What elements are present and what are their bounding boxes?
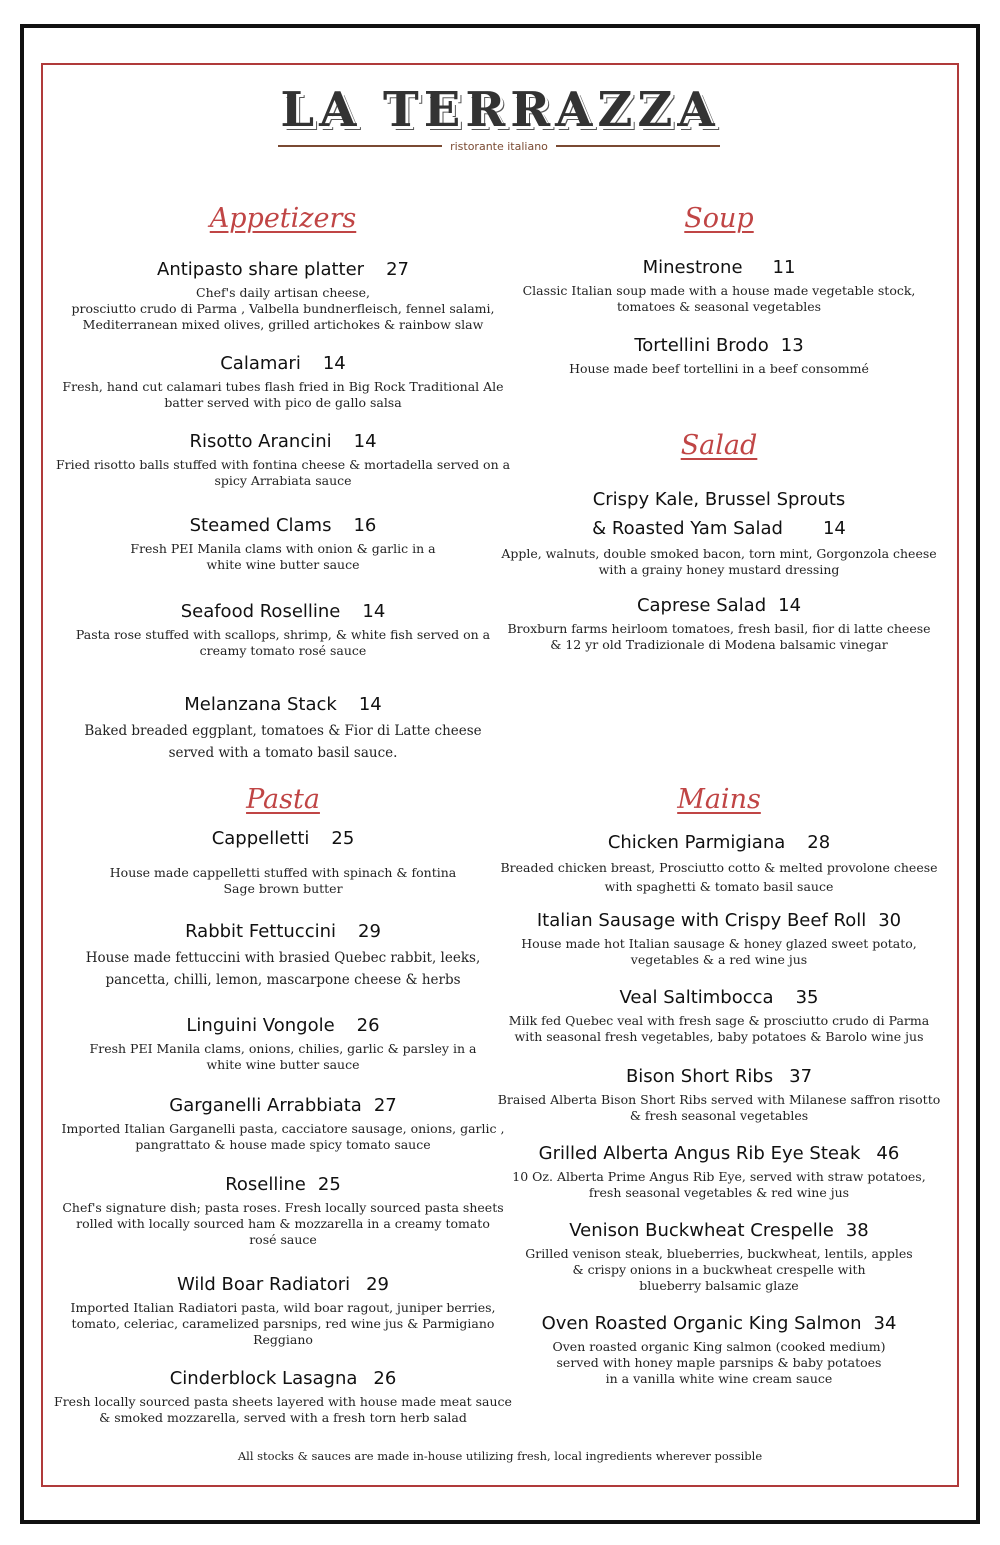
menu-item [484, 1142, 954, 1201]
tagline-row [278, 138, 720, 154]
item-name: Italian Sausage with Crispy Beef Roll [536, 910, 867, 931]
section-title-pasta: Pasta [246, 784, 320, 815]
item-name: Roselline [225, 1174, 306, 1195]
item-name: Risotto Arancini [189, 431, 332, 452]
item-name: Venison Buckwheat Crespelle [569, 1220, 834, 1241]
description-line: 10 Oz. Alberta Prime Angus Rib Eye, served with straw potatoes, [512, 1169, 926, 1184]
item-heading [484, 1219, 954, 1243]
menu-item [48, 430, 518, 489]
item-name: Linguini Vongole [186, 1015, 335, 1036]
description-line: prosciutto crudo di Parma , Valbella bundnerfleisch, fennel salami, [71, 301, 495, 316]
item-description [484, 936, 954, 968]
item-description [48, 285, 518, 333]
item-name: Minestrone [642, 257, 743, 278]
menu-item [484, 909, 954, 968]
menu-item [48, 1014, 518, 1073]
description-line: Fresh PEI Manila clams with onion & garlic in a [130, 541, 436, 556]
description-line: House made cappelletti stuffed with spinach & fontina [109, 865, 457, 880]
menu-item [48, 1273, 518, 1348]
menu-item [484, 1312, 954, 1387]
menu-item [484, 1219, 954, 1294]
item-heading [48, 600, 518, 624]
description-line: rolled with locally sourced ham & mozzarella in a creamy tomato [76, 1216, 490, 1231]
item-heading [484, 1142, 954, 1166]
item-price: 14 [778, 595, 802, 616]
menu-item [48, 600, 518, 659]
description-line: Sage brown butter [223, 881, 343, 896]
menu-item [48, 352, 518, 411]
section-title-soup: Soup [684, 203, 754, 234]
item-description [48, 1394, 518, 1426]
item-price: 27 [386, 259, 409, 280]
item-price: 37 [789, 1066, 813, 1087]
description-line: tomato, celeriac, caramelized parsnips, red wine jus & Parmigiano [71, 1316, 495, 1331]
item-price: 16 [353, 515, 377, 536]
menu-item [48, 693, 518, 764]
item-name: Melanzana Stack [184, 694, 337, 715]
item-name: Oven Roasted Organic King Salmon [541, 1313, 862, 1334]
item-description [484, 1092, 954, 1124]
item-heading [48, 1094, 518, 1118]
item-name: Bison Short Ribs [625, 1066, 774, 1087]
description-line: Baked breaded eggplant, tomatoes & Fior di Latte cheese [84, 723, 482, 739]
item-description [484, 1246, 954, 1294]
item-price: 14 [322, 353, 346, 374]
item-price: 14 [822, 518, 846, 539]
description-line: Broxburn farms heirloom tomatoes, fresh basil, fior di latte cheese [507, 621, 931, 636]
item-heading [484, 594, 954, 618]
item-price: 46 [876, 1143, 900, 1164]
description-line: vegetables & a red wine jus [630, 952, 808, 967]
item-description [48, 865, 518, 897]
item-price: 27 [373, 1095, 397, 1116]
item-price: 25 [317, 1174, 341, 1195]
menu-item [48, 1094, 518, 1153]
item-heading [48, 514, 518, 538]
item-heading [48, 1367, 518, 1391]
item-heading-line1: Crispy Kale, Brussel Sprouts [592, 489, 846, 510]
item-description [48, 1200, 518, 1248]
item-price: 13 [780, 335, 804, 356]
item-name: Rabbit Fettuccini [185, 921, 337, 942]
item-heading [484, 986, 954, 1010]
description-line: batter served with pico de gallo salsa [164, 395, 402, 410]
item-price: 38 [845, 1220, 869, 1241]
description-line: Breaded chicken breast, Prosciutto cotto & melted provolone cheese [500, 860, 938, 875]
item-description [48, 627, 518, 659]
item-price: 14 [353, 431, 377, 452]
description-line: Oven roasted organic King salmon (cooked medium) [552, 1339, 886, 1354]
item-name: Steamed Clams [189, 515, 332, 536]
item-description [484, 1013, 954, 1045]
description-line: Chef's daily artisan cheese, [196, 285, 370, 300]
description-line: Mediterranean mixed olives, grilled artichokes & rainbow slaw [82, 317, 484, 332]
item-description [484, 858, 954, 896]
item-name: Antipasto share platter [157, 259, 365, 280]
description-line: in a vanilla white wine cream sauce [605, 1371, 833, 1386]
tagline-rule-right [556, 145, 720, 147]
description-line: Chef's signature dish; pasta roses. Fresh locally sourced pasta sheets [62, 1200, 504, 1215]
item-heading [48, 827, 518, 851]
item-name: & Roasted Yam Salad [592, 518, 783, 539]
description-line: served with honey maple parsnips & baby potatoes [556, 1355, 882, 1370]
description-line: tomatoes & seasonal vegetables [616, 299, 822, 314]
description-line: Reggiano [253, 1332, 313, 1347]
description-line: creamy tomato rosé sauce [199, 643, 367, 658]
description-line: with spaghetti & tomato basil sauce [604, 879, 834, 894]
item-price: 30 [878, 910, 902, 931]
item-price: 11 [772, 257, 796, 278]
item-description [48, 947, 518, 991]
item-name: Tortellini Brodo [634, 335, 769, 356]
description-line: & crispy onions in a buckwheat crespelle with [572, 1262, 866, 1277]
item-price: 26 [356, 1015, 380, 1036]
brand-header [0, 82, 1000, 138]
item-heading [484, 1065, 954, 1089]
item-description [484, 1339, 954, 1387]
description-line: Fried risotto balls stuffed with fontina cheese & mortadella served on a [55, 457, 511, 472]
menu-item [48, 1367, 518, 1426]
item-heading [48, 430, 518, 454]
description-line: pancetta, chilli, lemon, mascarpone cheese & herbs [105, 972, 461, 988]
description-line: Pasta rose stuffed with scallops, shrimp, & white fish served on a [75, 627, 491, 642]
item-heading [48, 258, 518, 282]
item-name: Grilled Alberta Angus Rib Eye Steak [538, 1143, 861, 1164]
section-title-mains: Mains [677, 784, 761, 815]
menu-item [48, 920, 518, 991]
section-title-appetizers: Appetizers [209, 203, 357, 234]
item-heading [484, 831, 954, 855]
item-name: Caprese Salad [636, 595, 767, 616]
item-name: Garganelli Arrabbiata [169, 1095, 362, 1116]
item-price: 28 [807, 832, 831, 853]
item-heading [484, 514, 954, 543]
tagline-rule-left [278, 145, 442, 147]
item-heading [484, 1312, 954, 1336]
item-price: 14 [358, 694, 382, 715]
restaurant-name: LA TERRAZZA [280, 82, 720, 138]
item-price: 25 [331, 828, 355, 849]
description-line: with a grainy honey mustard dressing [598, 562, 840, 577]
menu-item [484, 334, 954, 377]
menu-item [484, 594, 954, 653]
description-line: pangrattato & house made spicy tomato sauce [135, 1137, 431, 1152]
menu-item [48, 258, 518, 333]
item-name: Chicken Parmigiana [607, 832, 786, 853]
description-line: & smoked mozzarella, served with a fresh torn herb salad [99, 1410, 467, 1425]
item-price: 14 [362, 601, 386, 622]
item-heading [48, 920, 518, 944]
footer-note: All stocks & sauces are made in-house utilizing fresh, local ingredients wherever possible [237, 1449, 763, 1463]
item-heading [484, 909, 954, 933]
description-line: blueberry balsamic glaze [639, 1278, 799, 1293]
description-line: Grilled venison steak, blueberries, buckwheat, lentils, apples [525, 1246, 913, 1261]
description-line: Fresh locally sourced pasta sheets layered with house made meat sauce [54, 1394, 512, 1409]
description-line: white wine butter sauce [206, 557, 360, 572]
item-description [484, 283, 954, 315]
menu-item [484, 1065, 954, 1124]
item-name: Cinderblock Lasagna [169, 1368, 358, 1389]
tagline: ristorante italiano [450, 139, 548, 153]
item-price: 29 [358, 921, 381, 942]
description-line: spicy Arrabiata sauce [214, 473, 352, 488]
description-line: Imported Italian Garganelli pasta, cacciatore sausage, onions, garlic , [61, 1121, 505, 1136]
item-price: 26 [373, 1368, 397, 1389]
description-line: & fresh seasonal vegetables [629, 1108, 809, 1123]
description-line: Apple, walnuts, double smoked bacon, torn mint, Gorgonzola cheese [501, 546, 937, 561]
item-heading [484, 256, 954, 280]
item-price: 29 [366, 1274, 390, 1295]
description-line: House made hot Italian sausage & honey glazed sweet potato, [521, 936, 917, 951]
description-line: Milk fed Quebec veal with fresh sage & prosciutto crudo di Parma [508, 1013, 930, 1028]
item-description [484, 1169, 954, 1201]
description-line: fresh seasonal vegetables & red wine jus [588, 1185, 850, 1200]
item-name: Veal Saltimbocca [619, 987, 774, 1008]
item-name: Wild Boar Radiatori [176, 1274, 351, 1295]
description-line: with seasonal fresh vegetables, baby potatoes & Barolo wine jus [514, 1029, 924, 1044]
description-line: Fresh, hand cut calamari tubes flash fried in Big Rock Traditional Ale [62, 379, 504, 394]
item-price: 35 [795, 987, 819, 1008]
section-title-salad: Salad [680, 430, 758, 461]
description-line: Classic Italian soup made with a house made vegetable stock, [522, 283, 916, 298]
menu-item [484, 256, 954, 315]
description-line: rosé sauce [249, 1232, 317, 1247]
description-line: House made fettuccini with brasied Quebec rabbit, leeks, [85, 950, 481, 966]
description-line: Imported Italian Radiatori pasta, wild boar ragout, juniper berries, [70, 1300, 496, 1315]
item-name: Cappelletti [211, 828, 310, 849]
item-description [484, 621, 954, 653]
item-description [484, 361, 954, 377]
item-description [48, 379, 518, 411]
item-description [48, 1121, 518, 1153]
menu-item [484, 986, 954, 1045]
description-line: white wine butter sauce [206, 1057, 360, 1072]
item-description [48, 720, 518, 764]
item-description [484, 546, 954, 578]
description-line: Fresh PEI Manila clams, onions, chilies, garlic & parsley in a [89, 1041, 477, 1056]
item-description [48, 1041, 518, 1073]
item-description [48, 1300, 518, 1348]
item-heading [484, 334, 954, 358]
description-line: House made beef tortellini in a beef consommé [569, 361, 869, 376]
item-heading [48, 1014, 518, 1038]
item-heading [48, 693, 518, 717]
description-line: served with a tomato basil sauce. [168, 745, 398, 761]
description-line: Braised Alberta Bison Short Ribs served with Milanese saffron risotto [497, 1092, 941, 1107]
item-description [48, 541, 518, 573]
menu-item [48, 1173, 518, 1248]
item-description [48, 457, 518, 489]
item-price: 34 [873, 1313, 897, 1334]
menu-item [48, 514, 518, 573]
item-heading [48, 1173, 518, 1197]
item-name: Seafood Roselline [180, 601, 341, 622]
menu-item [484, 485, 954, 578]
item-name: Calamari [220, 353, 301, 374]
item-heading [48, 352, 518, 376]
item-heading [48, 1273, 518, 1297]
description-line: & 12 yr old Tradizionale di Modena balsamic vinegar [550, 637, 888, 652]
menu-item [484, 831, 954, 896]
menu-item [48, 827, 518, 897]
